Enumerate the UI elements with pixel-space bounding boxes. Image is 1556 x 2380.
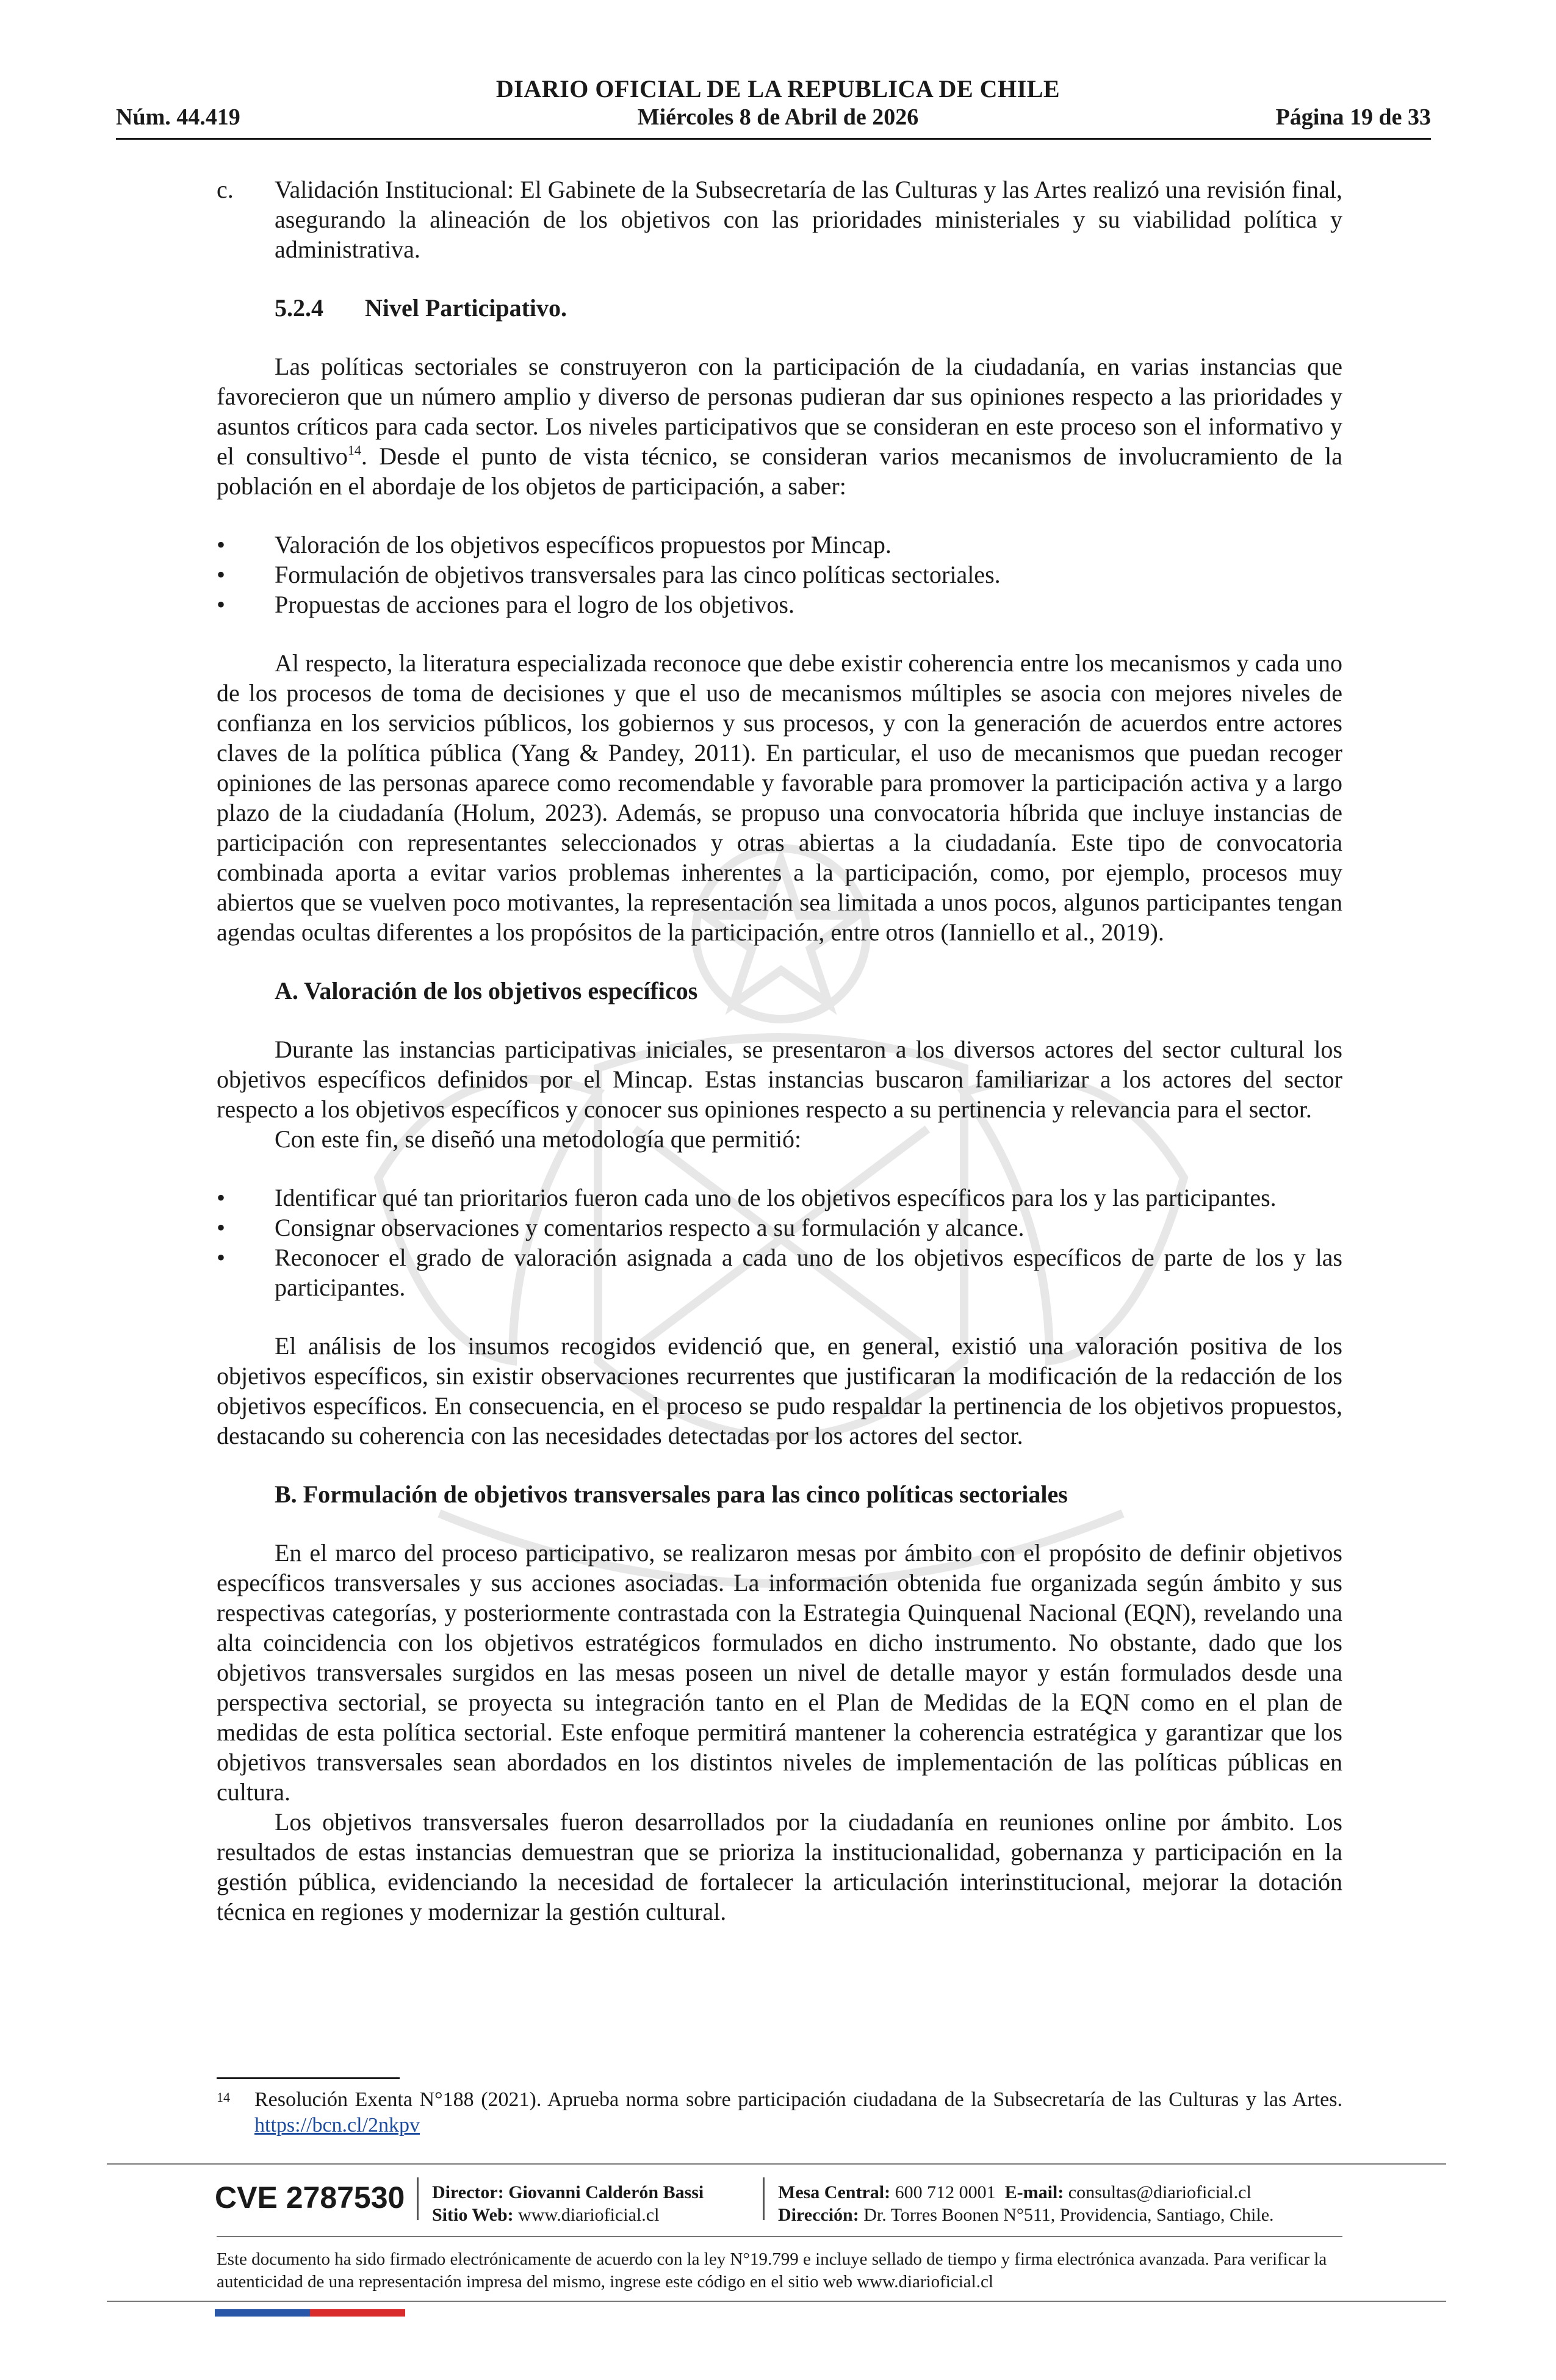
bullet-icon: •: [217, 591, 226, 618]
footer-divider: [763, 2177, 765, 2220]
bullet-icon: •: [217, 1244, 226, 1271]
phone-label: Mesa Central:: [778, 2182, 891, 2202]
list-marker: c.: [217, 176, 234, 203]
journal-title: DIARIO OFICIAL DE LA REPUBLICA DE CHILE: [495, 75, 1061, 103]
cve-code: CVE 2787530: [215, 2180, 405, 2215]
page-indicator: Página 19 de 33: [1275, 104, 1431, 130]
section-number: 5.2.4: [275, 294, 323, 322]
section-title: Nivel Participativo.: [365, 294, 567, 322]
list-item-text: Consignar observaciones y comentarios respecto a su formulación y alcance.: [275, 1214, 1025, 1241]
footnote-text: Resolución Exenta N°188 (2021). Aprueba norma sobre participación ciudadana de la Subsecretaría de las Culturas y las Artes.: [254, 2088, 1342, 2111]
list-item: [217, 560, 1342, 590]
paragraph-text: . Desde el punto de vista técnico, se consideran varios mecanismos de involucramiento de la población en el abordaje de los objetos de participación, a saber:: [217, 442, 1342, 500]
flag-blue-segment: [215, 2309, 310, 2317]
list-item-text: Propuestas de acciones para el logro de los objetivos.: [275, 591, 794, 618]
list-item-text: Validación Institucional: El Gabinete de la Subsecretaría de las Culturas y las Artes realizó una revisión final, asegurando la alineación de los objetivos con las prioridades ministeriales y su viabilidad política y administrativa.: [275, 176, 1342, 263]
section-heading: [217, 293, 1342, 323]
email-label: E-mail:: [1004, 2182, 1064, 2202]
director-label: Director:: [432, 2182, 504, 2202]
issue-number: Núm. 44.419: [116, 104, 240, 130]
bullet-icon: •: [217, 1184, 226, 1211]
footnote-number: 14: [217, 2090, 230, 2105]
issue-date: Miércoles 8 de Abril de 2026: [637, 104, 919, 130]
list-item: [217, 1242, 1342, 1302]
subsection-heading-a: A. Valoración de los objetivos específicos: [275, 977, 698, 1004]
footnote: [217, 2087, 1342, 2138]
footer-contact-block: [778, 2181, 1274, 2226]
flag-red-segment: [310, 2309, 405, 2317]
document-body: [217, 175, 1342, 1927]
footnote-reference[interactable]: 14: [347, 442, 361, 458]
signature-notice: Este documento ha sido firmado electrónicamente de acuerdo con la ley N°19.799 e incluye sellado de tiempo y firma electrónica avanzada. Para verificar la autenticidad de una representación impresa del mismo, ingrese este código en el sitio web www.diarioficial.cl: [217, 2249, 1327, 2292]
paragraph: Durante las instancias participativas iniciales, se presentaron a los diversos actores del sector cultural los objetivos específicos definidos por el Mincap. Estas instancias buscaron familiarizar a los actores del sector respecto a los objetivos específicos y conocer sus opiniones respecto a su pertinencia y relevancia para el sector.: [217, 1036, 1342, 1123]
header-rule: [116, 138, 1431, 140]
list-item-text: Reconocer el grado de valoración asignada a cada uno de los objetivos específicos de parte de los y las participantes.: [275, 1244, 1342, 1301]
list-item: [217, 1183, 1342, 1213]
address: Dr. Torres Boonen N°511, Providencia, Santiago, Chile.: [863, 2205, 1274, 2225]
bullet-icon: •: [217, 531, 226, 558]
list-item-text: Identificar qué tan prioritarios fueron cada uno de los objetivos específicos para los y las participantes.: [275, 1184, 1277, 1211]
list-item: [217, 1213, 1342, 1242]
bullet-list: [217, 1183, 1342, 1302]
flag-bar: [215, 2309, 405, 2317]
director-name: Giovanni Calderón Bassi: [508, 2182, 704, 2202]
footer-rule: [107, 2163, 1446, 2165]
site-link[interactable]: www.diarioficial.cl: [518, 2205, 660, 2225]
site-label: Sitio Web:: [432, 2205, 514, 2225]
paragraph: Al respecto, la literatura especializada reconoce que debe existir coherencia entre los mecanismos y cada uno de los procesos de toma de decisiones y que el uso de mecanismos múltiples se asocia con mejores niveles de confianza en los servicios públicos, los gobiernos y sus procesos, y con la generación de acuerdos entre actores claves de la política pública (Yang & Pandey, 2011). En particular, el uso de mecanismos que puedan recoger opiniones de las personas aparece como recomendable y favorable para promover la participación activa y a largo plazo de la ciudadanía (Holum, 2023). Además, se propuso una convocatoria híbrida que incluye instancias de participación con representantes seleccionados y otras abiertas a la ciudadanía. Este tipo de convocatoria combinada aporta a evitar varios problemas inherentes a la participación, como, por ejemplo, procesos muy abiertos que se vuelven poco motivantes, la representación sea limitada a unos pocos, algunos participantes tengan agendas ocultas diferentes a los propósitos de la participación, entre otros (Ianniello et al., 2019).: [217, 649, 1342, 946]
bullet-icon: •: [217, 1214, 226, 1241]
list-item-text: Valoración de los objetivos específicos propuestos por Mincap.: [275, 531, 891, 558]
footer-divider: [417, 2177, 419, 2220]
footer-rule: [217, 2236, 1342, 2237]
paragraph: El análisis de los insumos recogidos evidenció que, en general, existió una valoración positiva de los objetivos específicos, sin existir observaciones recurrentes que justificaran la modificación de la redacción de los objetivos específicos. En consecuencia, en el proceso se pudo respaldar la pertinencia de los objetivos propuestos, destacando su coherencia con las necesidades detectadas por los actores del sector.: [217, 1332, 1342, 1449]
footnote-rule: [217, 2077, 400, 2079]
footer-director-block: [432, 2181, 704, 2226]
footnote-link[interactable]: https://bcn.cl/2nkpv: [254, 2114, 420, 2137]
subsection-heading-b: B. Formulación de objetivos transversales para las cinco políticas sectoriales: [275, 1480, 1068, 1508]
address-label: Dirección:: [778, 2205, 859, 2225]
list-item-text: Formulación de objetivos transversales para las cinco políticas sectoriales.: [275, 561, 1001, 588]
bullet-icon: •: [217, 561, 226, 588]
footnote-text-block: [217, 2087, 1342, 2138]
email-link[interactable]: consultas@diarioficial.cl: [1068, 2182, 1252, 2202]
phone-number: 600 712 0001: [895, 2182, 996, 2202]
paragraph: Los objetivos transversales fueron desarrollados por la ciudadanía en reuniones online por ámbito. Los resultados de estas instancias demuestran que se prioriza la institucionalidad, gobernanza y participación en la gestión pública, evidenciando la necesidad de fortalecer la articulación interinstitucional, mejorar la dotación técnica en regiones y modernizar la gestión cultural.: [217, 1808, 1342, 1925]
paragraph-text: Las políticas sectoriales se construyeron con la participación de la ciudadanía, en varias instancias que favorecieron que un número amplio y diverso de personas pudieran dar sus opiniones respecto a las prioridades y asuntos críticos para cada sector. Los niveles participativos que se consideran en este proceso son el informativo y el consultivo: [217, 353, 1342, 470]
footer-rule: [107, 2301, 1446, 2302]
list-item-c: [217, 175, 1342, 264]
paragraph: [217, 352, 1342, 501]
paragraph: Con este fin, se diseñó una metodología que permitió:: [275, 1125, 802, 1153]
list-item: [217, 590, 1342, 619]
bullet-list: [217, 530, 1342, 619]
paragraph: En el marco del proceso participativo, se realizaron mesas por ámbito con el propósito de definir objetivos específicos transversales y sus acciones asociadas. La información obtenida fue organizada según ámbito y sus respectivas categorías, y posteriormente contrastada con la Estrategia Quinquenal Nacional (EQN), revelando una alta coincidencia con los objetivos estratégicos formulados en dicho instrumento. No obstante, dado que los objetivos transversales surgidos en las mesas poseen un nivel de detalle mayor y están formulados desde una perspectiva sectorial, se proyecta su integración tanto en el Plan de Medidas de la EQN como en el plan de medidas de esta política sectorial. Este enfoque permitirá mantener la coherencia estratégica y garantizar que los objetivos transversales sean abordados en los distintos niveles de implementación de las políticas públicas en cultura.: [217, 1539, 1342, 1806]
list-item: [217, 530, 1342, 560]
